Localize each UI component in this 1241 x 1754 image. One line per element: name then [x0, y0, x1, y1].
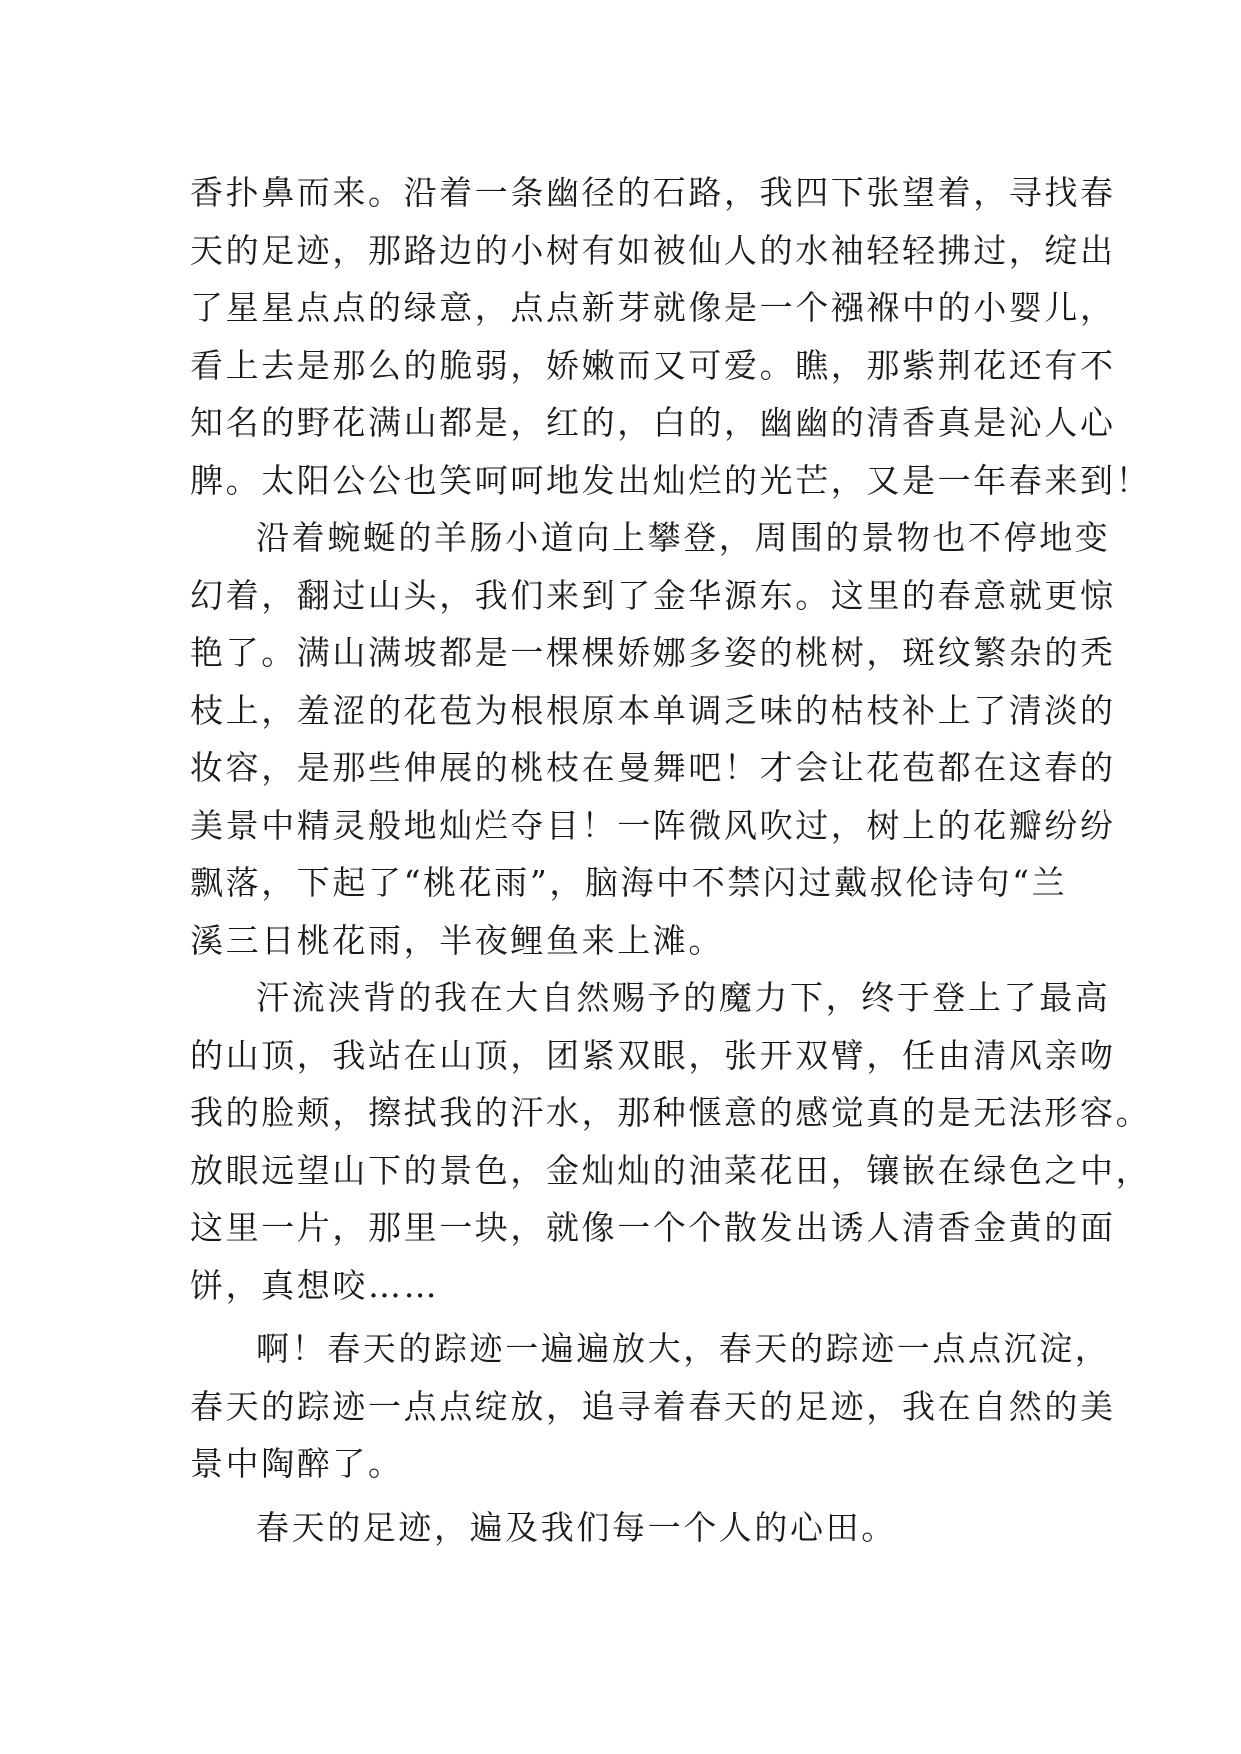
text-line: 幻着，翻过山头，我们来到了金华源东。这里的春意就更惊 [190, 575, 1116, 615]
text-line: 的山顶，我站在山顶，团紧双眼，张开双臂，任由清风亲吻 [190, 1035, 1116, 1075]
document-body [190, 164, 1152, 1556]
text-line: 飘落，下起了“桃花雨”，脑海中不禁闪过戴叔伦诗句“兰 [190, 863, 1068, 902]
paragraph-1 [190, 164, 1152, 509]
text-line: 汗流浃背的我在大自然赐予的魔力下，终于登上了最高 [256, 978, 1111, 1017]
text-line: 看上去是那么的脆弱，娇嫩而又可爱。瞧，那紫荆花还有不 [190, 345, 1116, 385]
text-line: 妆容，是那些伸展的桃枝在曼舞吧！才会让花苞都在这春的 [190, 748, 1116, 787]
text-line: 枝上，羞涩的花苞为根根原本单调乏味的枯枝补上了清淡的 [190, 690, 1116, 730]
text-line: 啊！春天的踪迹一遍遍放大，春天的踪迹一点点沉淀， [256, 1329, 1111, 1368]
text-line: 艳了。满山满坡都是一棵棵娇娜多姿的桃树，斑纹繁杂的秃 [190, 633, 1116, 672]
text-line: 溪三日桃花雨，半夜鲤鱼来上滩。 [190, 920, 724, 960]
text-line: 脾。太阳公公也笑呵呵地发出灿烂的光芒，又是一年春来到！ [190, 460, 1152, 500]
text-line: 这里一片，那里一块，就像一个个散发出诱人清香金黄的面 [190, 1208, 1116, 1247]
text-line: 天的足迹，那路边的小树有如被仙人的水袖轻轻拂过，绽出 [190, 230, 1116, 270]
text-line: 沿着蜿蜒的羊肠小道向上攀登，周围的景物也不停地变 [256, 518, 1111, 557]
text-line: 知名的野花满山都是，红的，白的，幽幽的清香真是沁人心 [190, 403, 1116, 442]
paragraph-4 [190, 1320, 1116, 1493]
text-line: 春天的踪迹一点点绽放，追寻着春天的足迹，我在自然的美 [190, 1386, 1116, 1426]
text-line: 放眼远望山下的景色，金灿灿的油菜花田，镶嵌在绿色之中， [190, 1150, 1152, 1190]
text-line: 了星星点点的绿意，点点新芽就像是一个襁褓中的小婴儿， [190, 288, 1116, 327]
text-line: 我的脸颊，擦拭我的汗水，那种惬意的感觉真的是无法形容。 [190, 1093, 1152, 1132]
paragraph-2 [190, 509, 1116, 969]
paragraph-3 [190, 969, 1152, 1314]
text-line: 饼，真想咬…… [190, 1265, 440, 1305]
text-line: 美景中精灵般地灿烂夺目！一阵微风吹过，树上的花瓣纷纷 [190, 805, 1116, 845]
text-line: 景中陶醉了。 [190, 1444, 404, 1483]
text-line: 香扑鼻而来。沿着一条幽径的石路，我四下张望着，寻找春 [190, 173, 1116, 212]
paragraph-5 [190, 1499, 1056, 1557]
text-line: 春天的足迹，遍及我们每一个人的心田。 [256, 1507, 897, 1547]
